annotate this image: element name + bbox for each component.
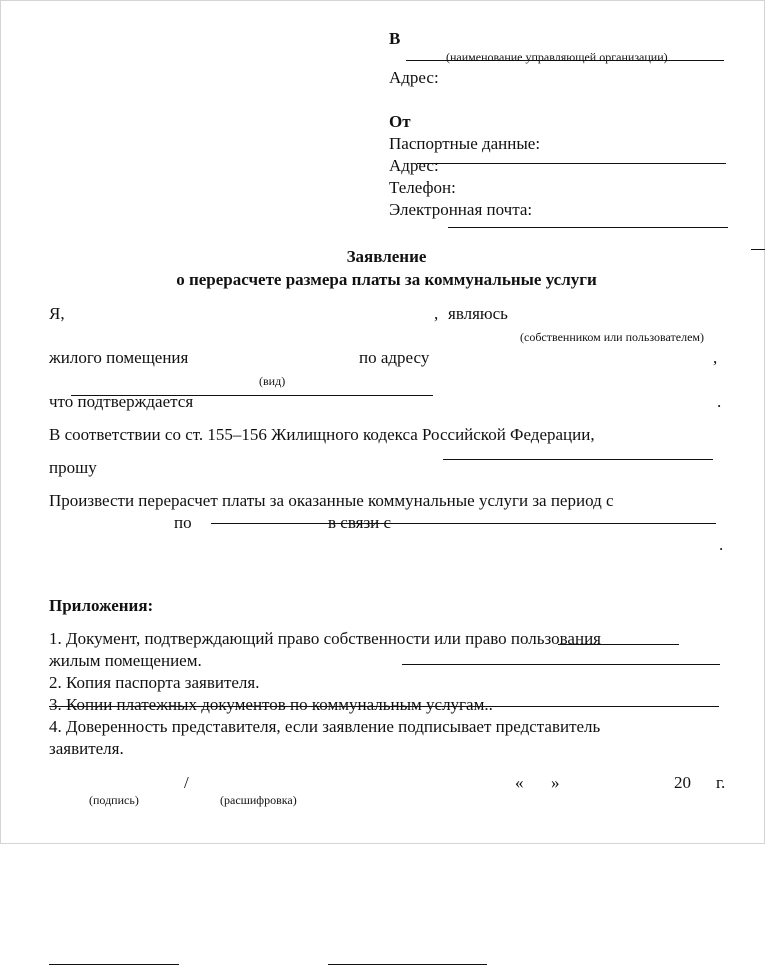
to-label: В <box>389 29 401 48</box>
reason-field[interactable] <box>402 663 720 665</box>
from-address-label: Адрес: <box>389 156 439 175</box>
address-label: по адресу <box>359 348 430 367</box>
to-address-label: Адрес: <box>389 68 439 87</box>
phone-label: Телефон: <box>389 178 456 197</box>
attachment-item: 3. Копии платежных документов по коммунальным услугам.. <box>49 695 493 714</box>
email-label: Электронная почта: <box>389 200 533 219</box>
attachment-item: 2. Копия паспорта заявителя. <box>49 673 260 692</box>
period: . <box>717 392 722 411</box>
premises-label: жилого помещения <box>49 348 189 367</box>
premises-address-field[interactable] <box>443 458 713 460</box>
date-year-prefix: 20 <box>674 773 691 792</box>
signature-caption: (подпись) <box>89 793 139 807</box>
premises-caption: (вид) <box>259 374 286 388</box>
request-text: прошу <box>49 458 97 477</box>
from-name-field[interactable] <box>417 162 726 164</box>
date-close-quote: » <box>551 773 560 792</box>
attachment-item: жилым помещением. <box>49 651 202 670</box>
legal-basis-text: В соответствии со ст. 155–156 Жилищного кодекса Российской Федерации, <box>49 425 595 444</box>
passport-label: Паспортные данные: <box>389 134 541 153</box>
period: . <box>719 535 724 554</box>
confirmation-document-field[interactable] <box>211 522 716 524</box>
comma: , <box>434 304 439 323</box>
to-caption: (наименование управляющей организации) <box>446 50 668 64</box>
attachment-item: заявителя. <box>49 739 124 758</box>
document-subtitle: о перерасчете размера платы за коммунальные услуги <box>176 270 597 289</box>
recalc-text: Произвести перерасчет платы за оказанные коммунальные услуги за период с <box>49 491 614 510</box>
due-to-label: в связи с <box>328 513 392 532</box>
from-label: От <box>389 112 411 131</box>
being-caption: (собственником или пользователем) <box>520 330 704 344</box>
date-open-quote: « <box>515 773 524 792</box>
period-to-label: по <box>174 513 192 532</box>
i-label: Я, <box>49 304 65 323</box>
confirmed-label: что подтверждается <box>49 392 194 411</box>
attachment-item: 4. Доверенность представителя, если заявление подписывает представитель <box>49 717 601 736</box>
being-label: являюсь <box>448 304 508 323</box>
signature-separator: / <box>184 773 189 792</box>
decoding-caption: (расшифровка) <box>220 793 297 807</box>
document-title: Заявление <box>346 247 427 266</box>
date-year-suffix: г. <box>716 773 726 792</box>
comma: , <box>713 348 718 367</box>
from-address-field[interactable] <box>448 226 728 228</box>
attachment-item: 1. Документ, подтверждающий право собственности или право пользования <box>49 629 601 648</box>
attachments-heading: Приложения: <box>49 596 154 615</box>
